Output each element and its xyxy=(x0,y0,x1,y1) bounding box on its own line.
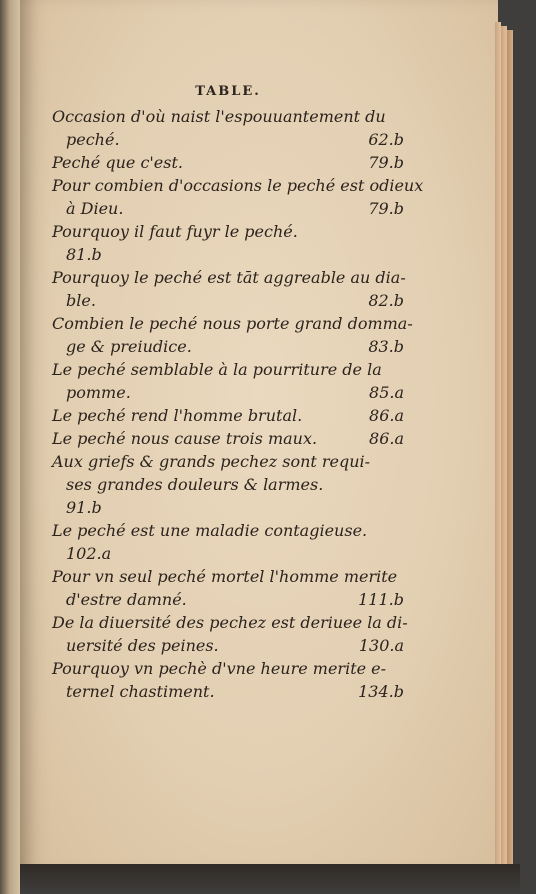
entry-text: Pour vn seul peché mortel l'homme merite xyxy=(52,567,398,586)
entry-line xyxy=(52,220,404,243)
entry-text: Aux griefs & grands pechez sont requi- xyxy=(52,452,371,471)
entry-text: Pourquoy vn pechè d'vne heure merite e- xyxy=(52,659,387,678)
index-entry xyxy=(52,105,404,151)
entry-line xyxy=(52,588,404,611)
entry-line xyxy=(52,565,404,588)
index-entry xyxy=(52,611,408,657)
page-reference: 86.a xyxy=(369,429,404,448)
entry-line xyxy=(52,634,404,657)
entry-text: De la diuersité des pechez est deriuee la di- xyxy=(52,613,408,632)
book-spine xyxy=(0,0,22,894)
entry-text: ble. xyxy=(66,291,96,310)
entries-list xyxy=(52,105,424,703)
entry-text: peché. xyxy=(66,130,120,149)
index-entry xyxy=(52,220,404,266)
entry-text: d'estre damné. xyxy=(66,590,187,609)
entry-text: Pourquoy le peché est tāt aggreable au dia- xyxy=(52,268,406,287)
entry-text: Le peché semblable à la pourriture de la xyxy=(52,360,382,379)
entry-line xyxy=(52,473,404,496)
entry-line xyxy=(52,174,424,197)
entry-line xyxy=(52,404,404,427)
entry-line xyxy=(52,450,404,473)
page-reference: 81.b xyxy=(66,245,102,264)
entry-text: Le peché rend l'homme brutal. xyxy=(52,406,303,425)
page-reference: 82.b xyxy=(368,291,404,310)
index-entry xyxy=(52,151,404,174)
entry-line xyxy=(52,611,408,634)
entry-line xyxy=(52,657,404,680)
index-entry xyxy=(52,404,404,427)
entry-text: ge & preiudice. xyxy=(66,337,192,356)
entry-line xyxy=(52,266,404,289)
page-reference: 79.b xyxy=(368,153,404,172)
entry-text: ses grandes douleurs & larmes. xyxy=(66,475,324,494)
page-reference: 134.b xyxy=(358,682,404,701)
entry-line xyxy=(52,105,404,128)
entry-line xyxy=(52,312,413,335)
index-entry xyxy=(52,427,404,450)
page-reference: 130.a xyxy=(358,636,404,655)
entry-line xyxy=(52,427,404,450)
index-entry xyxy=(52,565,404,611)
page-reference: 85.a xyxy=(369,383,404,402)
table-of-contents xyxy=(52,80,424,703)
page-edge xyxy=(507,30,513,864)
entry-text: Occasion d'où naist l'espouuantement du xyxy=(52,107,386,126)
entry-text: Pour combien d'occasions le peché est odieux xyxy=(52,176,424,195)
entry-line xyxy=(52,197,404,220)
entry-line xyxy=(52,519,404,542)
entry-text: Peché que c'est. xyxy=(52,153,183,172)
index-entry xyxy=(52,519,404,565)
index-entry xyxy=(52,266,404,312)
index-entry xyxy=(52,358,404,404)
page-header: TABLE. xyxy=(195,84,261,99)
entry-line xyxy=(52,358,404,381)
bottom-shadow xyxy=(20,864,520,894)
page-reference: 111.b xyxy=(358,590,404,609)
entry-line xyxy=(52,680,404,703)
index-entry xyxy=(52,450,404,519)
index-entry xyxy=(52,657,404,703)
page-reference: 62.b xyxy=(368,130,404,149)
entry-line xyxy=(52,289,404,312)
entry-text: Le peché est une maladie contagieuse. xyxy=(52,521,368,540)
entry-text: Combien le peché nous porte grand domma- xyxy=(52,314,413,333)
entry-line xyxy=(52,151,404,174)
index-entry xyxy=(52,174,424,220)
entry-text: Pourquoy il faut fuyr le peché. xyxy=(52,222,298,241)
page-reference: 83.b xyxy=(368,337,404,356)
index-entry xyxy=(52,312,413,358)
entry-text: ternel chastiment. xyxy=(66,682,215,701)
entry-line xyxy=(52,381,404,404)
entry-line xyxy=(52,128,404,151)
entry-text: uersité des peines. xyxy=(66,636,219,655)
page-reference: 86.a xyxy=(369,406,404,425)
entry-text: Le peché nous cause trois maux. xyxy=(52,429,318,448)
page-reference: 79.b xyxy=(368,199,404,218)
entry-text: à Dieu. xyxy=(66,199,124,218)
entry-line xyxy=(52,335,404,358)
page-reference: 102.a xyxy=(66,544,112,563)
page-reference: 91.b xyxy=(66,498,102,517)
entry-text: pomme. xyxy=(66,383,131,402)
